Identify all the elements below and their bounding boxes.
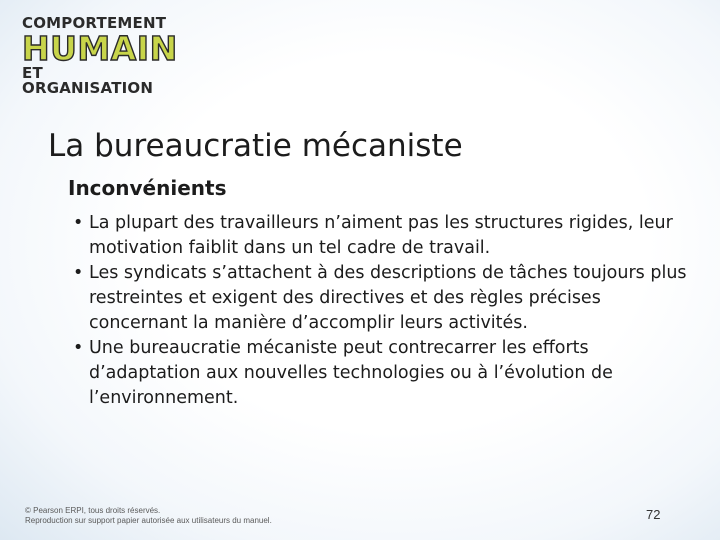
- copyright-notice: [25, 506, 272, 526]
- bullet-item: [73, 261, 701, 336]
- slide-title: La bureaucratie mécaniste: [48, 128, 463, 164]
- bullet-text: Les syndicats s’attachent à des descriptions de tâches toujours plus restreintes et exigent des directives et des règles précises concernant la manière d’accomplir leurs activités.: [89, 263, 687, 333]
- page-number: 72: [646, 507, 661, 522]
- bullet-item: [73, 211, 701, 261]
- bullet-text: La plupart des travailleurs n’aiment pas les structures rigides, leur motivation faiblit dans un tel cadre de travail.: [89, 213, 673, 258]
- logo-line-1: COMPORTEMENT: [22, 14, 167, 32]
- book-logo: [22, 14, 178, 97]
- copyright-line-2: Reproduction sur support papier autorisée aux utilisateurs du manuel.: [25, 516, 272, 525]
- bullet-list: [73, 211, 701, 411]
- bullet-text: Une bureaucratie mécaniste peut contrecarrer les efforts d’adaptation aux nouvelles technologies ou à l’évolution de l’environnement.: [89, 338, 613, 408]
- slide-subheading: Inconvénients: [68, 176, 227, 200]
- copyright-line-1: © Pearson ERPI, tous droits réservés.: [25, 506, 161, 515]
- bullet-item: [73, 336, 701, 411]
- logo-line-3: ET ORGANISATION: [22, 64, 154, 97]
- logo-line-2: HUMAIN: [22, 29, 178, 68]
